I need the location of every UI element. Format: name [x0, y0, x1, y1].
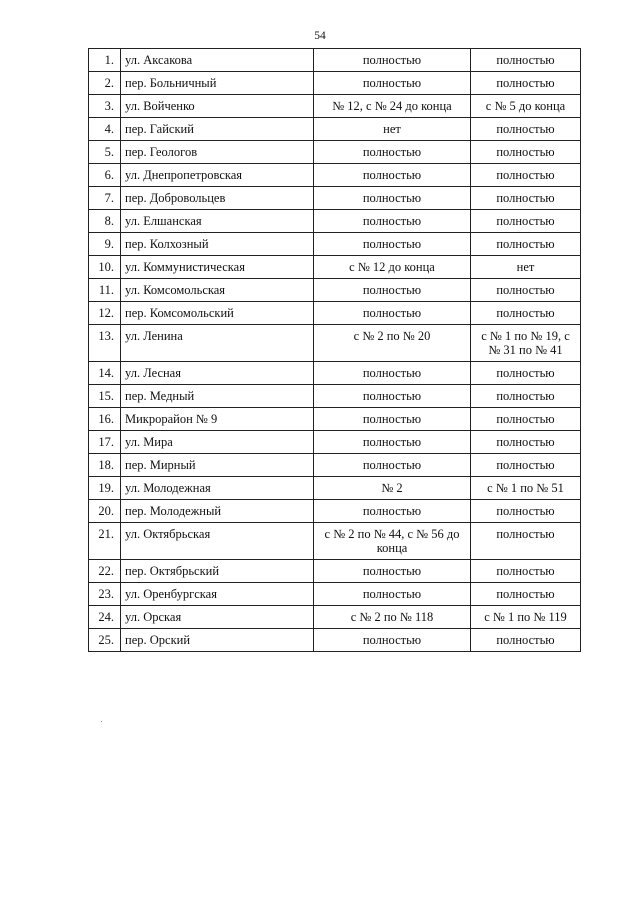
- street-name-cell: ул. Днепропетровская: [121, 164, 314, 187]
- row-number-cell: 19.: [89, 477, 121, 500]
- even-column-cell: полностью: [471, 302, 581, 325]
- street-name-cell: ул. Октябрьская: [121, 523, 314, 560]
- street-name-cell: пер. Мирный: [121, 454, 314, 477]
- row-number-cell: 10.: [89, 256, 121, 279]
- row-number-cell: 12.: [89, 302, 121, 325]
- streets-table: [88, 48, 581, 652]
- row-number-cell: 4.: [89, 118, 121, 141]
- street-name-cell: пер. Больничный: [121, 72, 314, 95]
- even-column-cell: с № 5 до конца: [471, 95, 581, 118]
- table-row: [89, 141, 581, 164]
- table-row: [89, 164, 581, 187]
- row-number-cell: 22.: [89, 560, 121, 583]
- table-row: [89, 408, 581, 431]
- row-number-cell: 11.: [89, 279, 121, 302]
- odd-column-cell: полностью: [314, 187, 471, 210]
- street-name-cell: ул. Орская: [121, 606, 314, 629]
- row-number-cell: 13.: [89, 325, 121, 362]
- even-column-cell: полностью: [471, 49, 581, 72]
- odd-column-cell: полностью: [314, 629, 471, 652]
- table-row: [89, 454, 581, 477]
- street-name-cell: ул. Лесная: [121, 362, 314, 385]
- even-column-cell: полностью: [471, 408, 581, 431]
- street-name-cell: пер. Молодежный: [121, 500, 314, 523]
- row-number-cell: 3.: [89, 95, 121, 118]
- row-number-cell: 9.: [89, 233, 121, 256]
- odd-column-cell: полностью: [314, 500, 471, 523]
- street-name-cell: ул. Молодежная: [121, 477, 314, 500]
- odd-column-cell: полностью: [314, 302, 471, 325]
- row-number-cell: 17.: [89, 431, 121, 454]
- even-column-cell: полностью: [471, 583, 581, 606]
- table-row: [89, 629, 581, 652]
- even-column-cell: с № 1 по № 51: [471, 477, 581, 500]
- even-column-cell: полностью: [471, 279, 581, 302]
- even-column-cell: нет: [471, 256, 581, 279]
- even-column-cell: полностью: [471, 187, 581, 210]
- odd-column-cell: полностью: [314, 408, 471, 431]
- row-number-cell: 20.: [89, 500, 121, 523]
- table-row: [89, 72, 581, 95]
- even-column-cell: полностью: [471, 385, 581, 408]
- street-name-cell: ул. Мира: [121, 431, 314, 454]
- odd-column-cell: полностью: [314, 233, 471, 256]
- odd-column-cell: с № 2 по № 20: [314, 325, 471, 362]
- row-number-cell: 25.: [89, 629, 121, 652]
- odd-column-cell: полностью: [314, 72, 471, 95]
- even-column-cell: полностью: [471, 431, 581, 454]
- table-row: [89, 279, 581, 302]
- street-name-cell: пер. Колхозный: [121, 233, 314, 256]
- row-number-cell: 2.: [89, 72, 121, 95]
- table-row: [89, 560, 581, 583]
- scan-speck: [101, 721, 102, 722]
- table-row: [89, 500, 581, 523]
- street-name-cell: ул. Ленина: [121, 325, 314, 362]
- odd-column-cell: полностью: [314, 385, 471, 408]
- even-column-cell: полностью: [471, 454, 581, 477]
- odd-column-cell: с № 2 по № 118: [314, 606, 471, 629]
- row-number-cell: 7.: [89, 187, 121, 210]
- table-row: [89, 118, 581, 141]
- street-name-cell: ул. Войченко: [121, 95, 314, 118]
- table-row: [89, 583, 581, 606]
- even-column-cell: полностью: [471, 629, 581, 652]
- even-column-cell: с № 1 по № 19, с № 31 по № 41: [471, 325, 581, 362]
- table-row: [89, 477, 581, 500]
- row-number-cell: 5.: [89, 141, 121, 164]
- table-row: [89, 606, 581, 629]
- even-column-cell: полностью: [471, 500, 581, 523]
- row-number-cell: 21.: [89, 523, 121, 560]
- street-name-cell: ул. Комсомольская: [121, 279, 314, 302]
- even-column-cell: полностью: [471, 523, 581, 560]
- odd-column-cell: полностью: [314, 49, 471, 72]
- street-name-cell: пер. Гайский: [121, 118, 314, 141]
- table-row: [89, 385, 581, 408]
- odd-column-cell: полностью: [314, 279, 471, 302]
- street-name-cell: пер. Добровольцев: [121, 187, 314, 210]
- table-row: [89, 362, 581, 385]
- even-column-cell: полностью: [471, 118, 581, 141]
- even-column-cell: полностью: [471, 233, 581, 256]
- odd-column-cell: нет: [314, 118, 471, 141]
- table-row: [89, 302, 581, 325]
- table-row: [89, 431, 581, 454]
- table-row: [89, 325, 581, 362]
- street-name-cell: пер. Геологов: [121, 141, 314, 164]
- row-number-cell: 14.: [89, 362, 121, 385]
- row-number-cell: 23.: [89, 583, 121, 606]
- street-name-cell: ул. Аксакова: [121, 49, 314, 72]
- even-column-cell: полностью: [471, 362, 581, 385]
- table-row: [89, 256, 581, 279]
- table-row: [89, 95, 581, 118]
- row-number-cell: 8.: [89, 210, 121, 233]
- street-name-cell: ул. Елшанская: [121, 210, 314, 233]
- page-number: 54: [314, 30, 326, 42]
- even-column-cell: с № 1 по № 119: [471, 606, 581, 629]
- table-row: [89, 210, 581, 233]
- odd-column-cell: полностью: [314, 431, 471, 454]
- street-name-cell: пер. Медный: [121, 385, 314, 408]
- table-row: [89, 49, 581, 72]
- even-column-cell: полностью: [471, 560, 581, 583]
- even-column-cell: полностью: [471, 210, 581, 233]
- table-body: [89, 49, 581, 652]
- row-number-cell: 15.: [89, 385, 121, 408]
- table-row: [89, 233, 581, 256]
- odd-column-cell: полностью: [314, 583, 471, 606]
- even-column-cell: полностью: [471, 141, 581, 164]
- odd-column-cell: № 2: [314, 477, 471, 500]
- odd-column-cell: полностью: [314, 560, 471, 583]
- street-name-cell: ул. Оренбургская: [121, 583, 314, 606]
- street-name-cell: пер. Октябрьский: [121, 560, 314, 583]
- even-column-cell: полностью: [471, 72, 581, 95]
- street-name-cell: пер. Комсомольский: [121, 302, 314, 325]
- odd-column-cell: с № 2 по № 44, с № 56 до конца: [314, 523, 471, 560]
- odd-column-cell: № 12, с № 24 до конца: [314, 95, 471, 118]
- street-name-cell: Микрорайон № 9: [121, 408, 314, 431]
- row-number-cell: 16.: [89, 408, 121, 431]
- odd-column-cell: полностью: [314, 141, 471, 164]
- table-row: [89, 187, 581, 210]
- odd-column-cell: полностью: [314, 164, 471, 187]
- odd-column-cell: с № 12 до конца: [314, 256, 471, 279]
- table-row: [89, 523, 581, 560]
- odd-column-cell: полностью: [314, 454, 471, 477]
- row-number-cell: 24.: [89, 606, 121, 629]
- street-name-cell: ул. Коммунистическая: [121, 256, 314, 279]
- street-name-cell: пер. Орский: [121, 629, 314, 652]
- row-number-cell: 6.: [89, 164, 121, 187]
- row-number-cell: 18.: [89, 454, 121, 477]
- even-column-cell: полностью: [471, 164, 581, 187]
- odd-column-cell: полностью: [314, 210, 471, 233]
- row-number-cell: 1.: [89, 49, 121, 72]
- odd-column-cell: полностью: [314, 362, 471, 385]
